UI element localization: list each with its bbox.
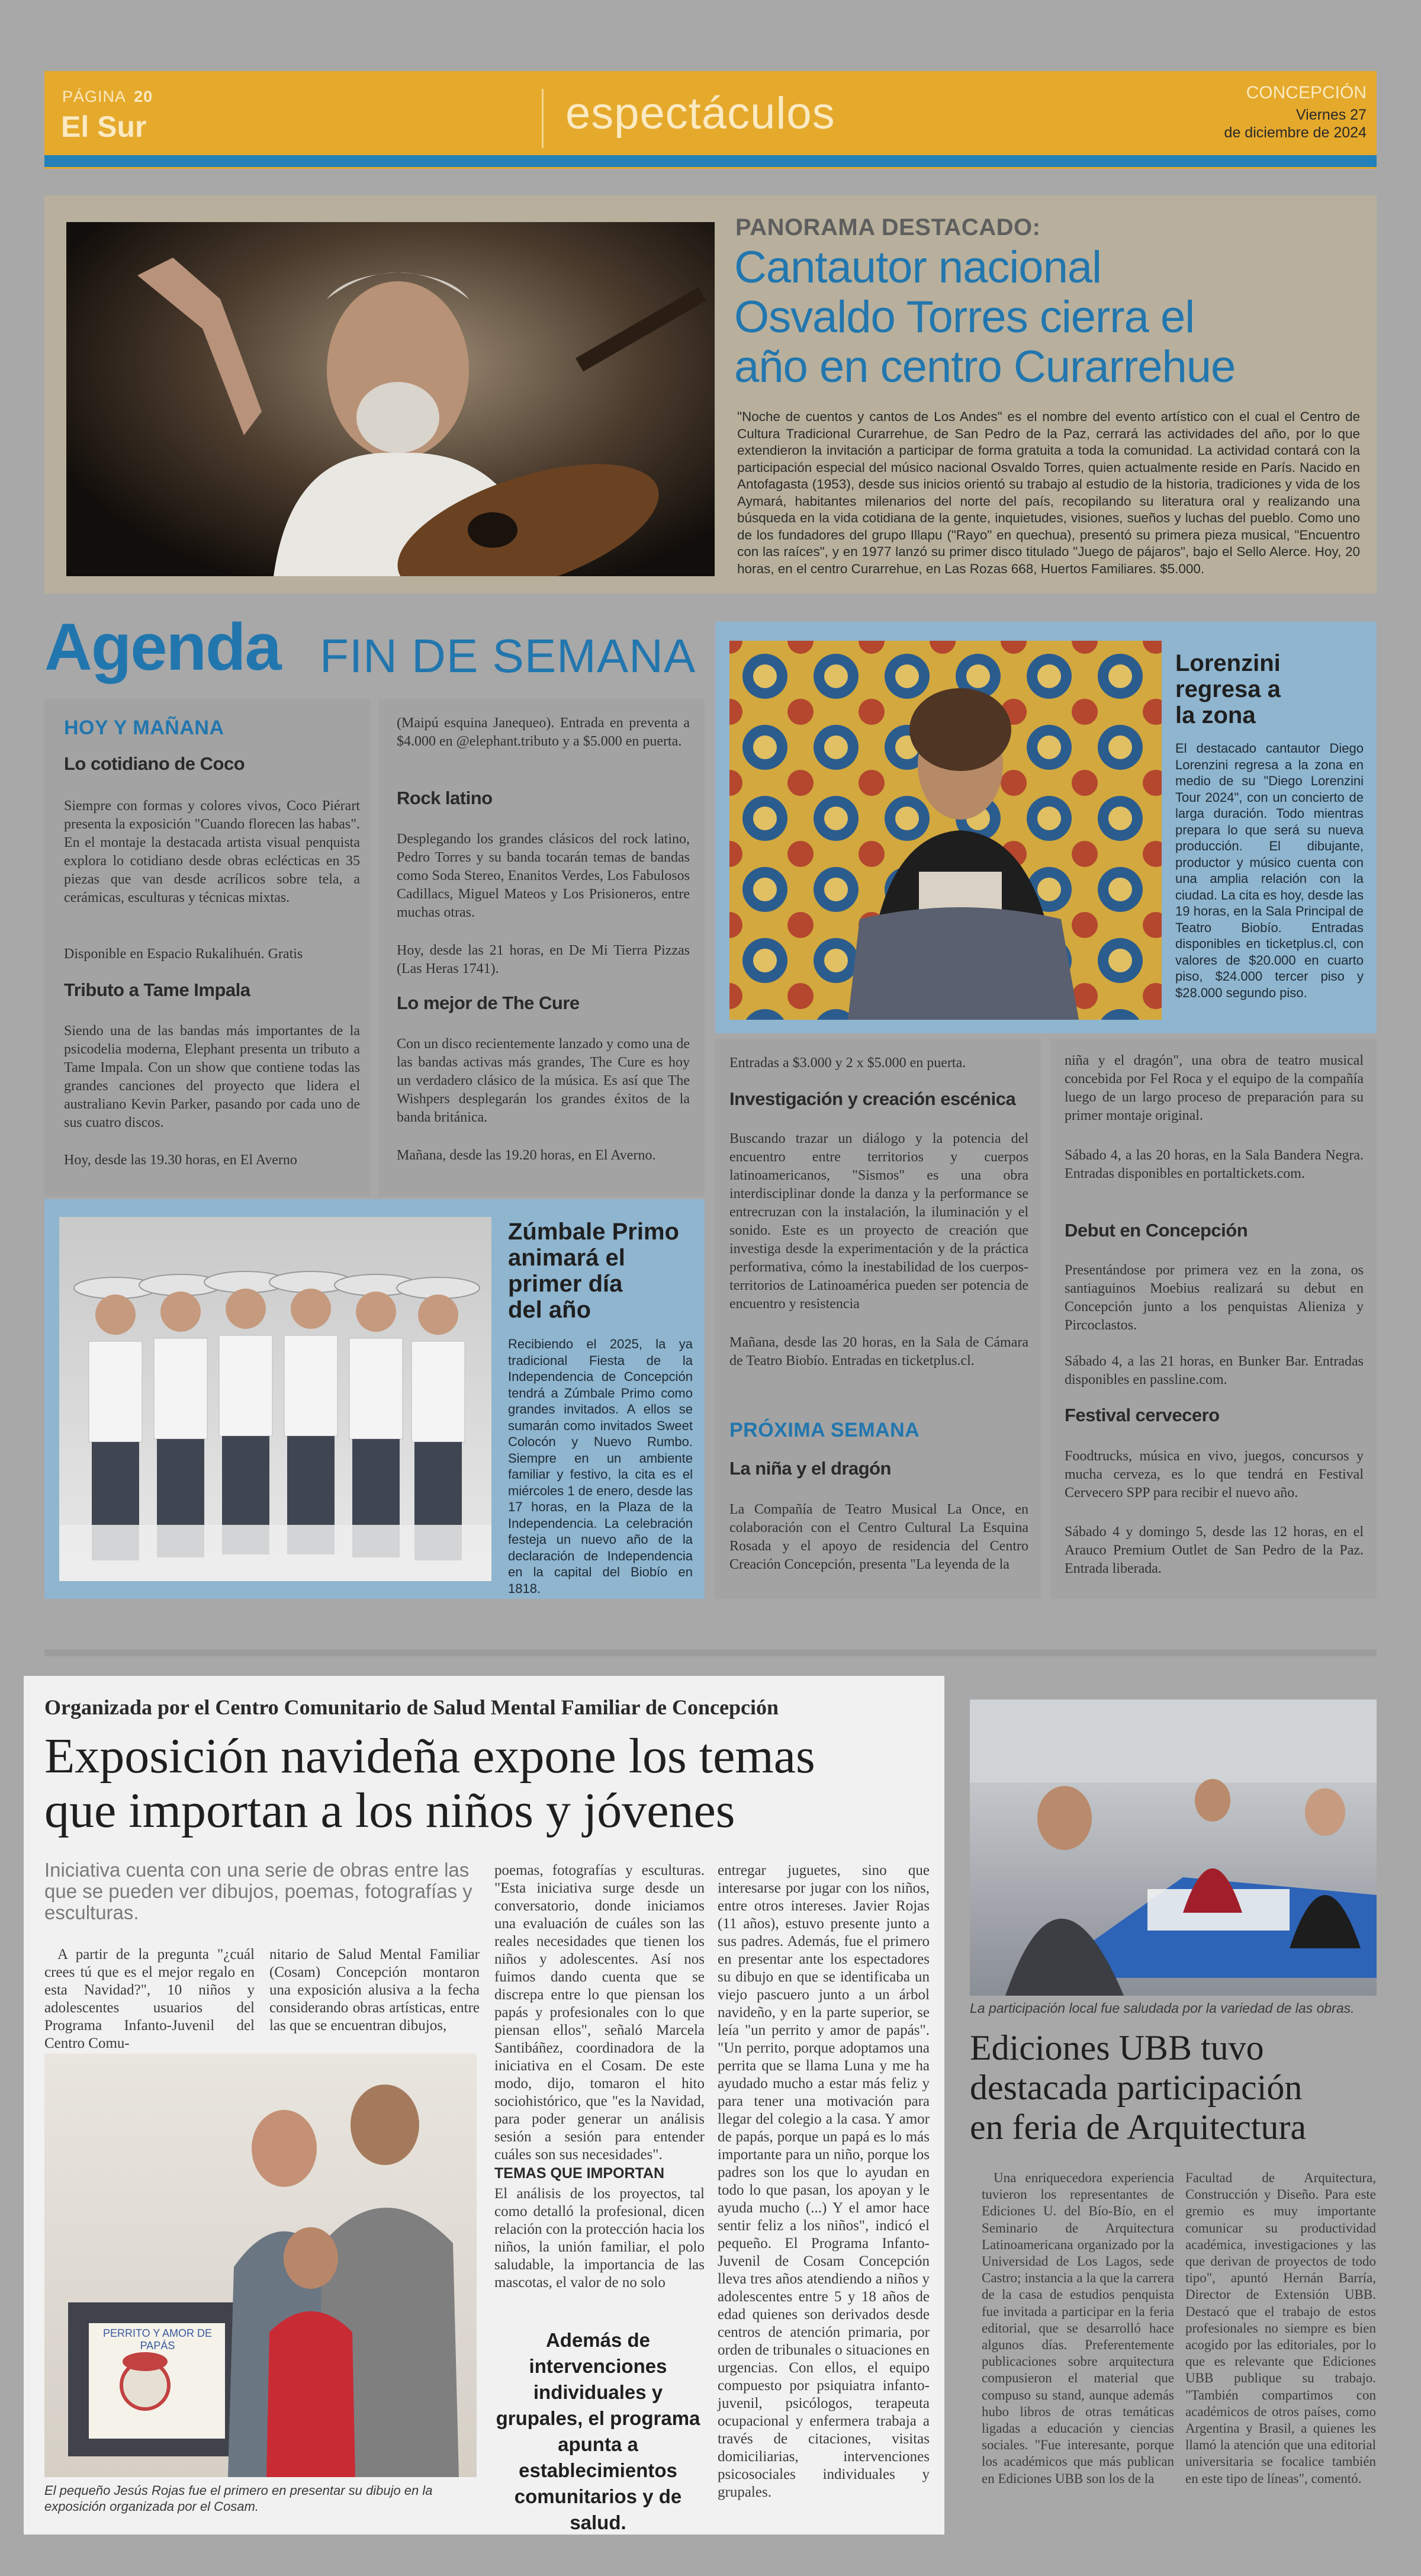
article-deck: Iniciativa cuenta con una serie de obras entre las que se pueden ver dibujos, poemas, fotografías y esculturas. xyxy=(44,1859,472,1923)
cure-title: Lo mejor de The Cure xyxy=(397,993,580,1013)
band-illustration xyxy=(59,1217,491,1581)
debut-title: Debut en Concepción xyxy=(1065,1220,1248,1241)
ubb-headline-line: en feria de Arquitectura xyxy=(970,2108,1307,2147)
ubb-headline-line: destacada participación xyxy=(970,2068,1303,2107)
zumbale-title-line: animará el xyxy=(508,1245,625,1271)
lorenzini-title-line: regresa a xyxy=(1175,676,1281,702)
sismos-entradas: Entradas a $3.000 y 2 x $5.000 en puerta. xyxy=(729,1055,966,1071)
page-label-text: PÁGINA xyxy=(62,88,126,105)
feria-photo-caption: La participación local fue saludada por la variedad de las obras. xyxy=(970,2000,1355,2016)
zumbale-title xyxy=(508,1219,679,1323)
tame-continued: (Maipú esquina Janequeo). Entrada en preventa a $4.000 en @elephant.tributo y a $5.000 en puerta. xyxy=(397,715,690,749)
article-col2: poemas, fotografías y esculturas. "Esta iniciativa surge desde un conversatorio, donde iniciamos una evaluación de cuáles son las reales necesidades que tienen los niños y adolescentes. Así nos fuimos dando cuenta que se discrepa entre lo que piensan los papás y profesionales con lo que piensan ellos", señaló Marcela Santibáñez, coordinadora de la iniciativa en el Cosam. De este modo, dijo, tomaron el hito sociohistórico, que "es la Navidad, para poder generar un análisis sesión a sesión para entender cuáles son sus necesidades". xyxy=(494,1862,705,2163)
tame-info: Hoy, desde las 19.30 horas, en El Averno xyxy=(64,1152,297,1168)
nina-title: La niña y el dragón xyxy=(729,1458,891,1479)
cure-body: Con un disco recientemente lanzado y como una de las bandas activas más grandes, The Cure es hoy un verdadero clásico de la música. Es así que The Wishpers desplegarán los grandes éxitos de la banda británica. xyxy=(397,1036,690,1125)
lorenzini-photo xyxy=(729,641,1162,1020)
panorama-body: "Noche de cuentos y cantos de Los Andes" es el nombre del evento artístico con el cual el Centro de Cultura Tradicional Curarrehue, de San Pedro de la Paz, cerrará las actividades del año, por lo que extendieron la invitación a participar de forma gratuita a toda la comunidad. La actividad contará con la participación especial del músico nacional Osvaldo Torres, quien actualmente reside en París. Nacido en Antofagasta (1953), desde sus inicios orientó su trabajo al estudio de la historia, tradiciones y vida de los Aymará, habitantes milenarios del norte del país, recopilando su literatura oral y realizando una búsqueda en la vida cotidiana de la gente, inquietudes, visiones, sueños y luchas del pueblo. Como uno de los fundadores del grupo Illapu ("Rayo" en quechua), presentó su primera pieza musical, "Encuentro con las raíces", y en 1977 lanzó su primer disco titulado "Juego de pájaros", bajo el Sello Alerce. Hoy, 20 horas, en el centro Curarrehue, en Las Rozas 668, Huertos Familiares. $5.000. xyxy=(737,409,1360,576)
osvaldo-torres-photo xyxy=(66,222,715,576)
festival-title: Festival cervecero xyxy=(1065,1405,1220,1425)
lorenzini-title xyxy=(1175,650,1281,728)
article-col1a: A partir de la pregunta "¿cuál crees tú que es el mejor regalo en esta Navidad?", 10 niños y adolescentes usuarios del Programa Infanto-Juvenil del Centro Comu- xyxy=(44,1947,255,2051)
article-subhead: TEMAS QUE IMPORTAN xyxy=(494,2165,665,2182)
header-divider xyxy=(542,89,544,148)
header-date: de diciembre de 2024 xyxy=(1224,124,1367,141)
coco-body: Siempre con formas y colores vivos, Coco Piérart presenta la exposición "Cuando florecen las habas". En el montaje la destacada artista visual penquista explora lo cotidiano desde obras eclécticas en 35 piezas que van desde acrílicos sobre tela, a cerámicas, esculturas y técnicas mixtas. xyxy=(64,798,360,905)
rock-title: Rock latino xyxy=(397,788,493,808)
agenda-subtitle: FIN DE SEMANA xyxy=(320,629,696,682)
header-day: Viernes 27 xyxy=(1295,107,1367,123)
lorenzini-illustration xyxy=(729,641,1162,1020)
article-pullquote: Además de intervenciones individuales y grupales, el programa apunta a establecimientos comunitarios y de salud. xyxy=(496,2329,700,2533)
ubb-col1: Una enriquecedora experiencia tuvieron los representantes de Ediciones U. del Bío-Bío, en el Seminario de Arquitectura Latinoamericana organizado por la Universidad de Los Lagos, sede Castro; instancia a la que la carrera de la casa de estudios penquista fue invitada a participar en la feria editorial, que se desarrolló hace algunos días. Preferentemente publicaciones sobre arquitectura compusieron el material que compuso su stand, aunque además hubo libros de otras temáticas ligadas a educación y ciencias sociales. "Fue interesante, porque los académicos que más publican en Ediciones UBB son los de la xyxy=(982,2170,1174,2486)
header-city: CONCEPCIÓN xyxy=(1246,83,1367,102)
agenda-title: Agenda xyxy=(44,610,281,684)
paper-name: El Sur xyxy=(61,110,147,143)
article-headline xyxy=(44,1729,933,1838)
zumbale-body: Recibiendo el 2025, la ya tradicional Fiesta de la Independencia de Concepción tendrá a Zúmbale Primo como grandes invitados. A ellos se sumarán como invitados Sweet Colocón y Nuevo Rumbo. Siempre en un ambiente familiar y festivo, la cita es el miércoles 1 de enero, desde las 17 horas, en la Plaza de la Independencia. La celebración festeja un nuevo año de la declaración de Independencia en la capital del Biobío en 1818. xyxy=(508,1337,693,1596)
panorama-title-line: Cantautor nacional xyxy=(734,242,1101,293)
cure-info: Mañana, desde las 19.20 horas, en El Averno. xyxy=(397,1148,656,1163)
zumbale-title-line: Zúmbale Primo xyxy=(508,1219,679,1245)
drawing-text: PERRITO Y AMOR DE PAPÁS xyxy=(102,2327,213,2352)
article-col2b: El análisis de los proyectos, tal como detalló la profesional, dicen relación con la protección hacia los niños, la unión familiar, el polo saludable, la importancia de las mascotas, el valor de no solo xyxy=(494,2186,705,2291)
nina-info: Sábado 4, a las 20 horas, en la Sala Bandera Negra. Entradas disponibles en portaltickets.com. xyxy=(1065,1148,1364,1181)
feria-photo xyxy=(970,1700,1377,1996)
panorama-title-line: Osvaldo Torres cierra el xyxy=(734,292,1195,342)
article-headline-line: Exposición navideña expone los temas xyxy=(44,1729,815,1784)
panorama-title xyxy=(734,243,1362,392)
proxima-heading: PRÓXIMA SEMANA xyxy=(729,1419,920,1441)
nina-continued: niña y el dragón", una obra de teatro musical concebida por Fel Roca y el equipo de la compañía luego de un largo proceso de preparación para su primer montaje original. xyxy=(1065,1053,1364,1123)
lorenzini-body: El destacado cantautor Diego Lorenzini regresa a la zona en medio de su "Diego Lorenzini Tour 2024", con un concierto de larga duración. Todo mientras prepara lo que será su nueva producción. El dibujante, productor y músico cuenta con una amplia relación con la ciudad. La cita es hoy, desde las 19 horas, en la Sala Principal de Teatro Biobío. Entradas disponibles en ticketplus.cl, con valores de $20.000 en cuarto piso, $24.000 tercer piso y $28.000 segundo piso. xyxy=(1175,741,1364,1000)
page-label xyxy=(62,88,153,106)
sismos-info: Mañana, desde las 20 horas, en la Sala de Cámara de Teatro Biobío. Entradas en ticketplus.cl. xyxy=(729,1335,1028,1369)
debut-info: Sábado 4, a las 21 horas, en Bunker Bar. Entradas disponibles en passline.com. xyxy=(1065,1354,1364,1387)
debut-body: Presentándose por primera vez en la zona, os santiaguinos Moebius realizará su debut en Concepción junto a los penquistas Alieniza y Pircoclastos. xyxy=(1065,1263,1364,1333)
article-kicker: Organizada por el Centro Comunitario de Salud Mental Familiar de Concepción xyxy=(44,1695,779,1719)
festival-body: Foodtrucks, música en vivo, juegos, concursos y mucha cerveza, es lo que tendrá en Festival Cervecero SPP para recibir el nuevo año. xyxy=(1065,1448,1364,1501)
ubb-headline-line: Ediciones UBB tuvo xyxy=(970,2028,1264,2067)
coco-info: Disponible en Espacio Rukalihuén. Gratis xyxy=(64,946,303,962)
family-illustration xyxy=(44,2054,477,2477)
singer-illustration xyxy=(66,222,715,576)
ubb-headline xyxy=(970,2028,1377,2147)
sismos-body: Buscando trazar un diálogo y la potencia del encuentro entre territorios y cuerpos latinoamericanos, "Sismos" es una obra interdisciplinar donde la danza y la performance se entrecruzan con la instalación, la iluminación y el sonido. Este es un proyecto de creación que investiga desde la experimentación y de la práctica performativa, cómo la inestabilidad de los cuerpos-territorios de Latinoamérica pueden ser potencia de encuentro y resistencia xyxy=(729,1131,1028,1312)
article-col3: entregar juguetes, sino que interesarse por jugar con los niños, entre otros intereses. Javier Rojas (11 años), estuvo presente junto a sus padres. Además, fue el primero en presentar ante los espectadores su dibujo en que se identificaba un viejo pascuero junto a un árbol navideño, y en la parte superior, se leía "un perrito y amor de papás". "Un perrito, porque adoptamos una perrita que se llama Luna y me ha ayudado mucho a estar más feliz y para tener una motivación para llegar del colegio a la casa. Y amor de papás, porque un papá es lo más importante para un niño, porque los padres son los que lo ayudan en todo lo que pasan, los apoyan y le ayuda mucho (...) Y el amor hace sentir feliz a los niños", indicó el pequeño. El Programa Infanto-Juvenil de Cosam Concepción lleva tres años atendiendo a niños y adolescentes entre 5 y 18 años de edad quienes son derivados desde centros de atención primaria, por orden de tribunales o situaciones en urgencias. Con ellos, el equipo compuesto por psiquiatra infanto-juvenil, psicólogos, terapeuta ocupacional y enfermera trabaja a través de citaciones, visitas domiciliarias, intervenciones psicosociales individuales y grupales. xyxy=(718,1862,930,2500)
zumbale-photo xyxy=(59,1217,491,1581)
zumbale-title-line: primer día xyxy=(508,1271,623,1297)
header-rule xyxy=(44,155,1377,167)
section-separator xyxy=(44,1649,1377,1656)
hoy-heading: HOY Y MAÑANA xyxy=(64,717,224,739)
section-title: espectáculos xyxy=(565,88,835,139)
tame-body: Siendo una de las bandas más importantes de la psicodelia moderna, Elephant presenta un tributo a Tame Impala. Con un show que contiene todas las grandes canciones del proyecto que lidera el australiano Kevin Parker, pasando por cada uno de sus cuatro discos. xyxy=(64,1023,360,1130)
zumbale-title-line: del año xyxy=(508,1297,591,1323)
tame-title: Tributo a Tame Impala xyxy=(64,979,250,1000)
rock-info: Hoy, desde las 21 horas, en De Mi Tierra Pizzas (Las Heras 1741). xyxy=(397,943,690,977)
panorama-title-line: año en centro Curarrehue xyxy=(734,342,1236,392)
festival-info: Sábado 4 y domingo 5, desde las 12 horas, en el Arauco Premium Outlet de San Pedro de la Paz. Entrada liberada. xyxy=(1065,1524,1364,1576)
coco-title: Lo cotidiano de Coco xyxy=(64,753,245,774)
lorenzini-title-line: la zona xyxy=(1175,702,1256,728)
feria-illustration xyxy=(970,1700,1377,1996)
nina-body: La Compañía de Teatro Musical La Once, en colaboración con el Centro Cultural La Esquina Rosada y el apoyo de residencia del Centro Creación Concepción, presenta "La leyenda de la xyxy=(729,1502,1028,1572)
page-number: 20 xyxy=(134,88,153,105)
rock-body: Desplegando los grandes clásicos del rock latino, Pedro Torres y su banda tocarán temas de bandas como Soda Stereo, Enanitos Verdes, Los Fabulosos Cadillacs, Miguel Mateos y Los Prisioneros, entre muchas otras. xyxy=(397,831,690,920)
ubb-col2: Facultad de Arquitectura, Construcción y Diseño. Para este gremio es muy importante comunicar su productividad académica, investigaciones y las que derivan de proyectos de todo tipo", apuntó Hernán Barría, Director de Extensión UBB. Destacó que el trabajo de estos profesionales no siempre es bien acogido por las editoriales, por lo que es relevante que Ediciones UBB publique su trabajo. "También compartimos con académicos de otros países, como Argentina y Brasil, a quienes les llamó la atención que una editorial universitaria se focalice también en este tipo de líneas", comentó. xyxy=(1185,2170,1376,2486)
panorama-kicker: PANORAMA DESTACADO: xyxy=(735,214,1041,240)
family-photo-caption: El pequeño Jesús Rojas fue el primero en presentar su dibujo en la exposición organizada por el Cosam. xyxy=(44,2483,433,2514)
article-headline-line: que importan a los niños y jóvenes xyxy=(44,1783,735,1838)
family-photo xyxy=(44,2054,477,2477)
lorenzini-title-line: Lorenzini xyxy=(1175,650,1281,676)
sismos-title: Investigación y creación escénica xyxy=(729,1088,1016,1109)
article-col1b: nitario de Salud Mental Familiar (Cosam) Concepción montaron una exposición alusiva a la fecha considerando obras artísticas, entre las que se encuentran dibujos, xyxy=(269,1947,480,2034)
